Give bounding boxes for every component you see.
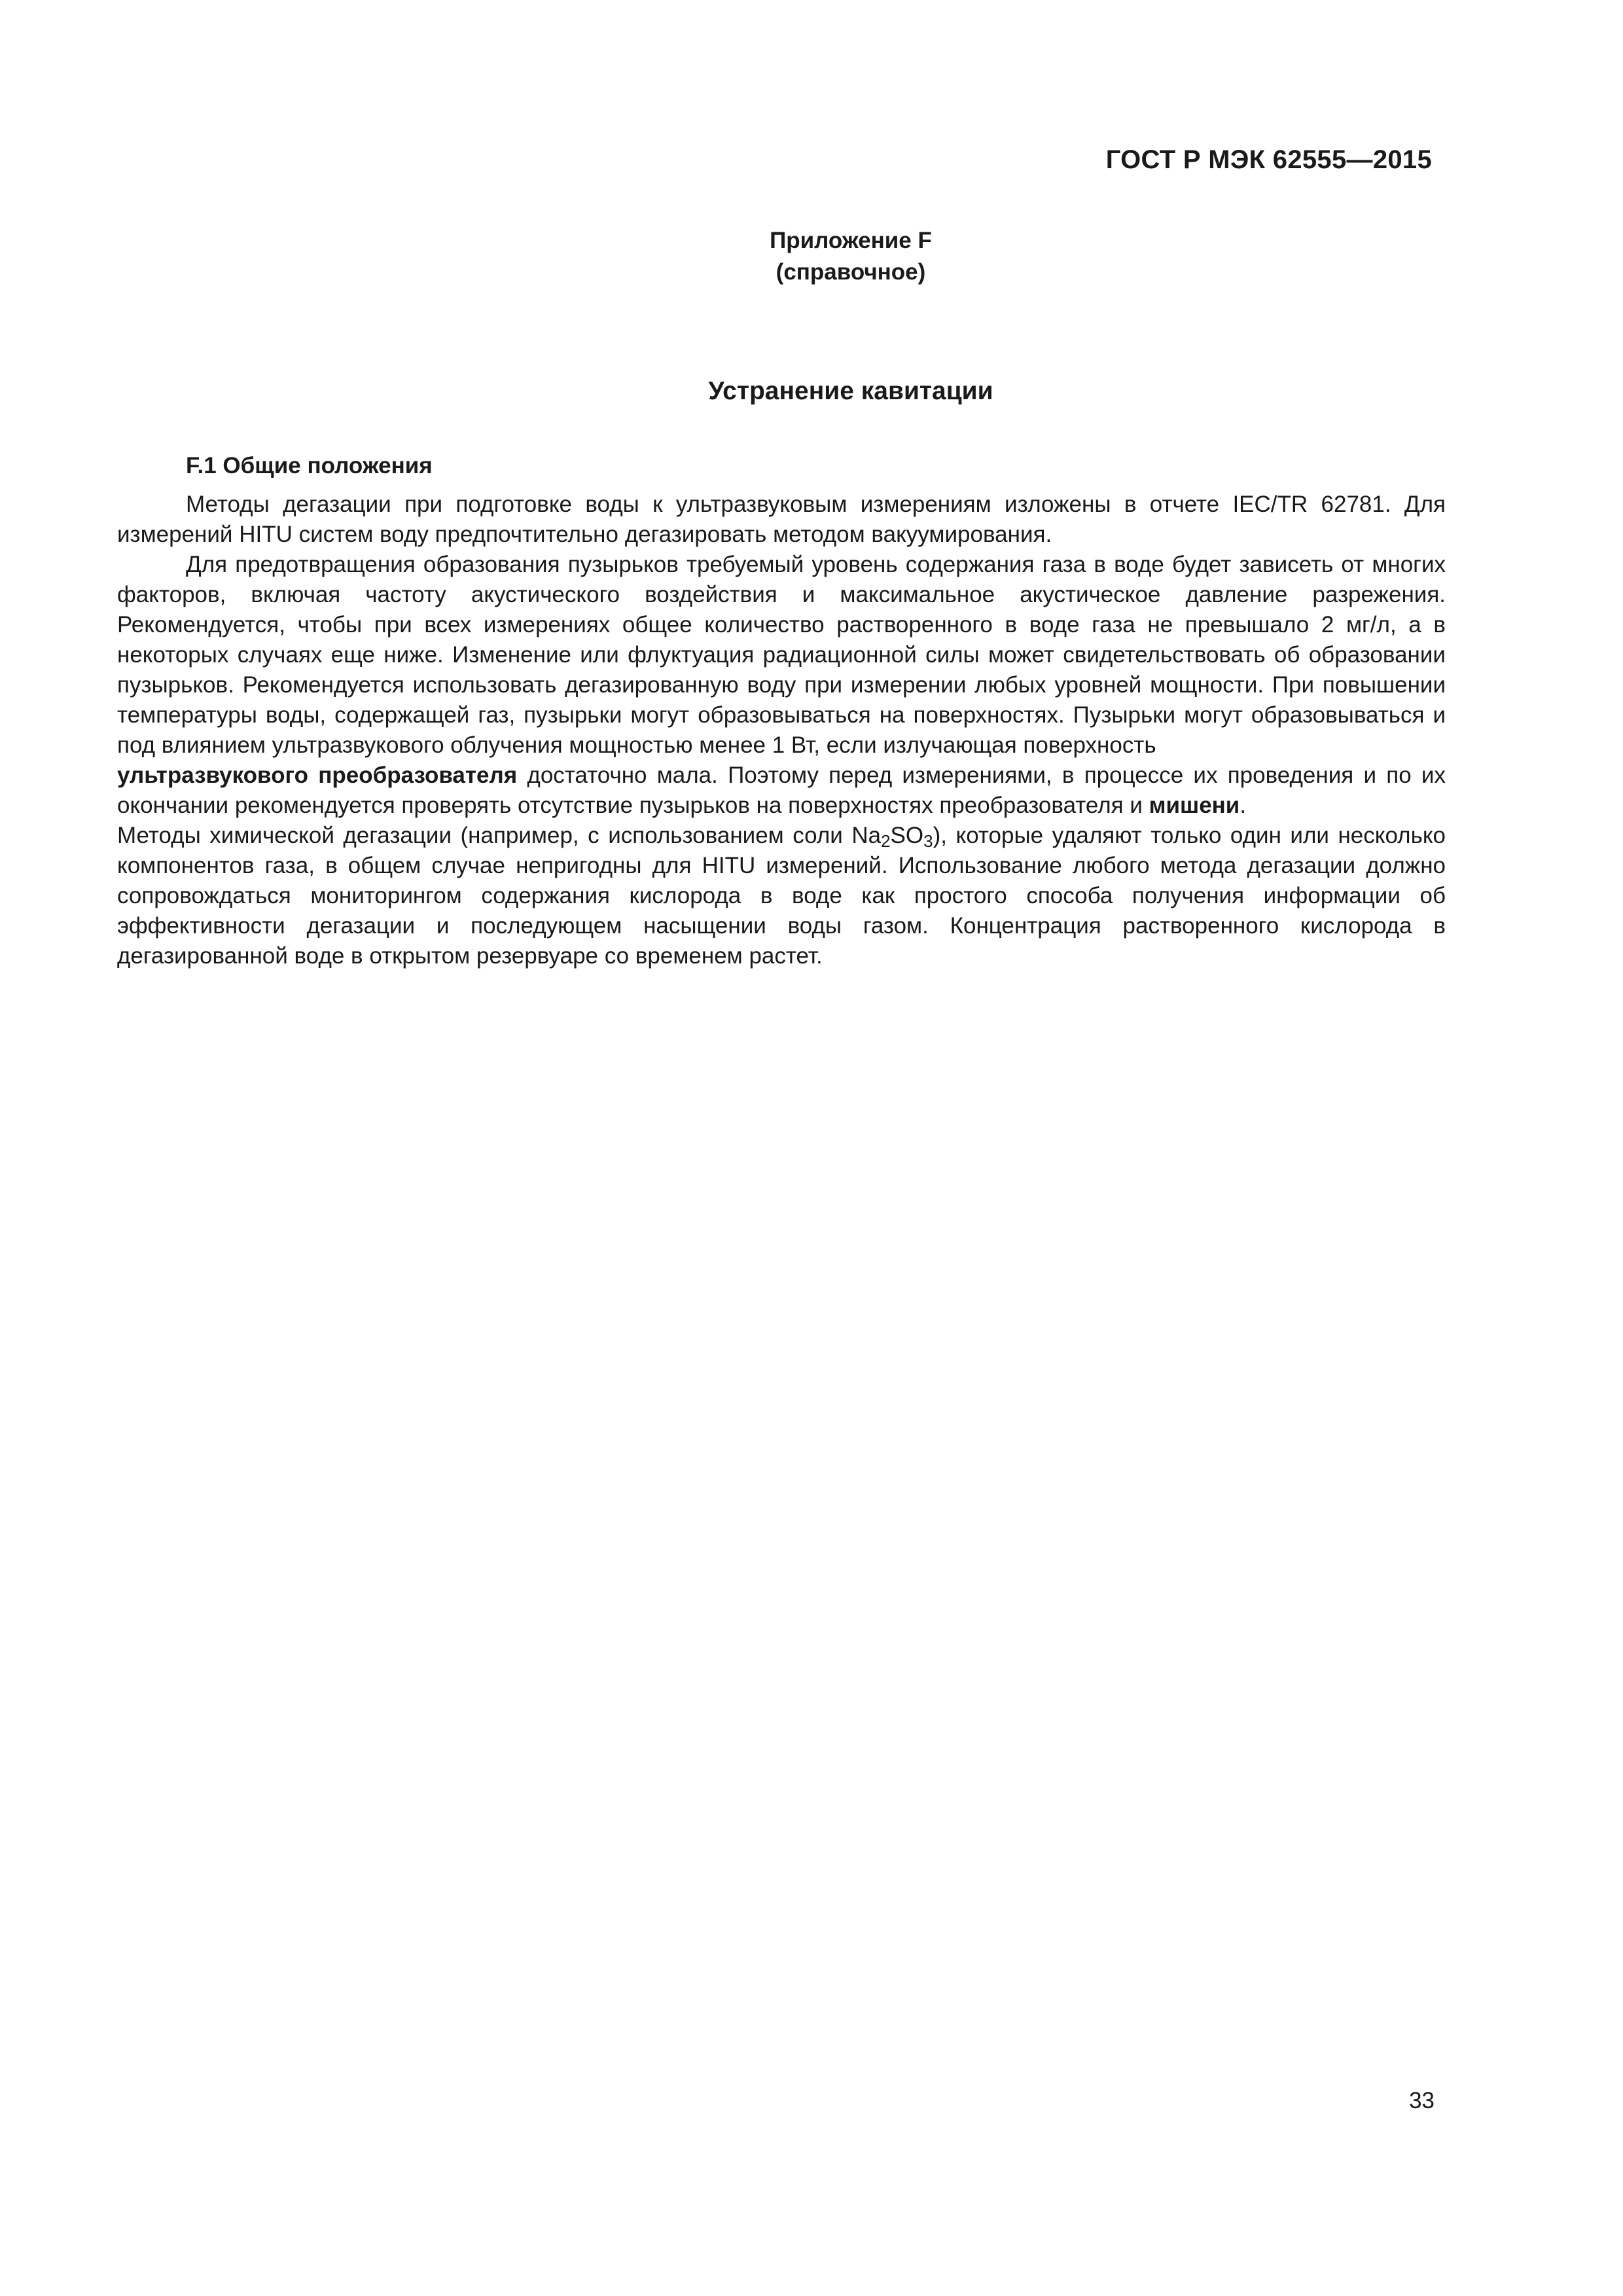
paragraph-2-bold-target: мишени (1149, 793, 1240, 818)
paragraph-3-text-b: SO (890, 823, 924, 848)
formula-subscript-2: 2 (881, 831, 891, 851)
document-code-header: ГОСТ Р МЭК 62555—2015 (1105, 145, 1432, 174)
annex-block (0, 225, 1623, 288)
page-number: 33 (1409, 2088, 1435, 2113)
annex-title (0, 377, 1623, 406)
section-heading: F.1 Общие положения (186, 453, 433, 478)
annex-title-text: Устранение кавитации (708, 377, 993, 405)
paragraph-2-bold-transducer: ультразвукового преобразователя (117, 762, 518, 788)
paragraph-2-text-b: достаточно мала. Поэтому перед измерениями, в процессе их проведения и по их окончании рекомендуется проверять отсутствие пузырьков на поверхностях преобразователя и (117, 762, 1446, 818)
paragraph-3 (117, 821, 1446, 971)
paragraph-3-text-c: ), которые удаляют только один или несколько компонентов газа, в общем случае непригодны для HITU измерений. Использование любого метода дегазации должно сопровождаться мониторингом содержания кислорода в воде как простого способа получения информации об эффективности дегазации и последующем насыщении воды газом. Концентрация растворенного кислорода в дегазированной воде в открытом резервуаре со временем растет. (117, 823, 1446, 969)
paragraph-2-text-a: Для предотвращения образования пузырьков требуемый уровень содержания газа в воде будет зависеть от многих факторов, включая частоту акустического воздействия и максимальное акустическое давление разрежения. Рекомендуется, чтобы при всех измерениях общее количество растворенного в воде газа не превышало 2 мг/л, а в некоторых случаях еще ниже. Изменение или флуктуация радиационной силы может свидетельствовать об образовании пузырьков. Рекомендуется использовать дегазированную воду при измерении любых уровней мощности. При повышении температуры воды, содержащей газ, пузырьки могут образовываться на поверхностях. Пузырьки могут образовываться и под влиянием ультразвукового облучения мощностью менее 1 Вт, если излучающая поверхность (117, 552, 1446, 758)
paragraph-2 (117, 550, 1446, 821)
paragraph-2-text-c: . (1240, 793, 1247, 818)
formula-subscript-3: 3 (923, 831, 933, 851)
paragraph-1: Методы дегазации при подготовке воды к ультразвуковым измерениям изложены в отчете IEC/TR 62781. Для измерений HITU систем воду предпочтительно дегазировать методом вакуумирования. (117, 492, 1446, 547)
annex-label: Приложение F (770, 228, 932, 253)
section-body (117, 490, 1446, 971)
annex-type: (справочное) (776, 259, 926, 285)
paragraph-3-text-a: Методы химической дегазации (например, с использованием соли Na (117, 823, 882, 848)
